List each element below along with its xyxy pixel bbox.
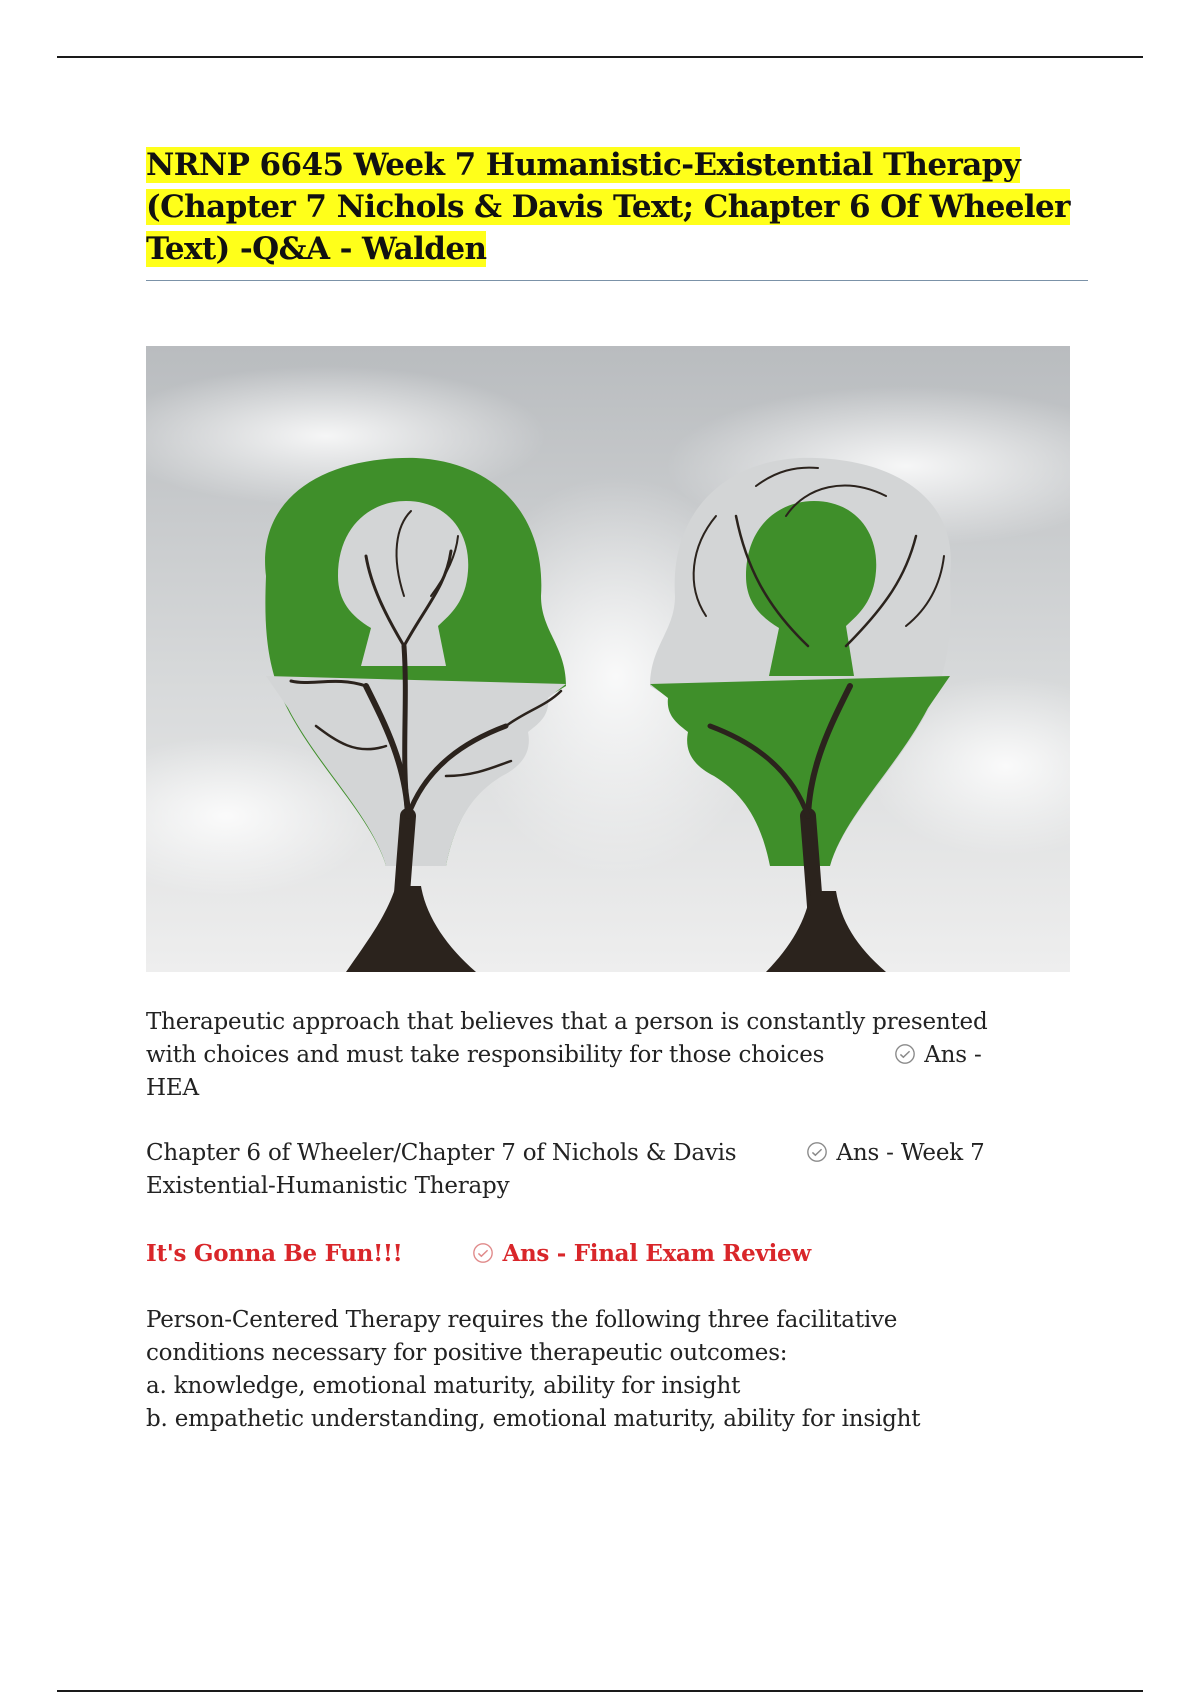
- qa3-answer: Ans - Final Exam Review: [502, 1240, 811, 1267]
- qa3-question: It's Gonna Be Fun!!!: [146, 1240, 403, 1267]
- qa-item-4: [146, 1304, 1076, 1436]
- qa1-question-line-2: with choices and must take responsibility for those choices: [146, 1042, 825, 1068]
- document-title: [146, 144, 1094, 270]
- qa1-question-line-2-row: [146, 1039, 1076, 1072]
- top-rule: [57, 56, 1143, 58]
- title-line-3: Text) -Q&A - Walden: [146, 231, 487, 267]
- check-circle-icon: [472, 1242, 494, 1264]
- qa2-question: Chapter 6 of Wheeler/Chapter 7 of Nichols & Davis: [146, 1140, 737, 1166]
- title-underline: [146, 280, 1088, 281]
- qa3-row: [146, 1237, 1076, 1270]
- qa2-answer-label: Ans - Week 7: [836, 1140, 985, 1166]
- check-circle-icon: [894, 1043, 916, 1065]
- qa1-question-line-1: Therapeutic approach that believes that a person is constantly presented: [146, 1009, 988, 1035]
- qa1-answer: HEA: [146, 1075, 199, 1101]
- qa4-line-1: Person-Centered Therapy requires the following three facilitative: [146, 1307, 898, 1333]
- qa2-answer: Existential-Humanistic Therapy: [146, 1173, 510, 1199]
- cover-image: [146, 346, 1070, 972]
- qa2-question-row: [146, 1137, 1076, 1170]
- qa4-option-b: b. empathetic understanding, emotional maturity, ability for insight: [146, 1406, 921, 1432]
- qa4-option-a: a. knowledge, emotional maturity, ability for insight: [146, 1373, 741, 1399]
- check-circle-icon: [806, 1141, 828, 1163]
- tree-heads-illustration: [146, 346, 1070, 972]
- qa1-answer-label: Ans -: [924, 1042, 982, 1068]
- qa-item-2: [146, 1137, 1076, 1203]
- title-line-1: NRNP 6645 Week 7 Humanistic-Existential Therapy: [146, 147, 1021, 183]
- bottom-rule: [57, 1690, 1143, 1692]
- title-line-2: (Chapter 7 Nichols & Davis Text; Chapter 6 Of Wheeler: [146, 189, 1070, 225]
- qa-item-1: [146, 1006, 1076, 1105]
- qa4-line-2: conditions necessary for positive therapeutic outcomes:: [146, 1340, 788, 1366]
- qa-item-3: [146, 1237, 1076, 1270]
